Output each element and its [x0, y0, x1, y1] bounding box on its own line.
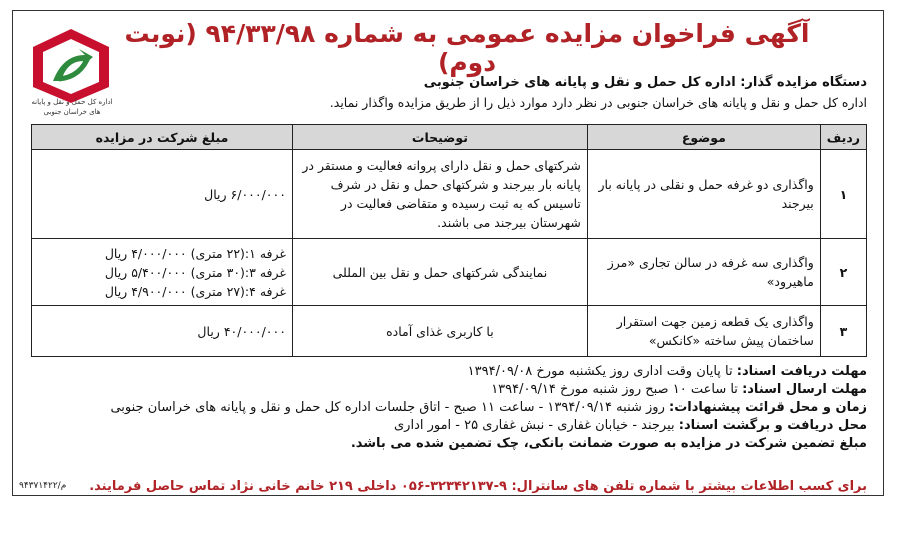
row-amount: [32, 239, 293, 306]
ad-code: م/۹۴۳۷۱۴۲۲: [19, 481, 67, 491]
amount-line: غرفه ۳:(۳۰ متری) ۵/۴۰۰/۰۰۰ ریال: [104, 264, 286, 280]
amount-line: ۴۰/۰۰۰/۰۰۰ ریال: [197, 323, 286, 339]
amount-line: ۶/۰۰۰/۰۰۰ ریال: [204, 186, 286, 202]
header-amount: مبلغ شرکت در مزایده: [32, 125, 293, 150]
row-amount: [32, 150, 293, 239]
road-logo-icon: [23, 25, 119, 105]
detail-label: زمان و محل قرائت پیشنهادات:: [669, 400, 867, 415]
detail-line: [27, 363, 867, 381]
row-subject: واگذاری سه غرفه در سالن تجاری «مرز ماهیرود»: [587, 239, 820, 306]
row-number: ۱: [820, 150, 866, 239]
detail-value: تا پایان وقت اداری روز یکشنبه مورخ ۱۳۹۴/۰۹/۰۸: [467, 364, 737, 379]
header-row-number: ردیف: [820, 125, 866, 150]
row-description: نمایندگی شرکتهای حمل و نقل بین المللی: [292, 239, 587, 306]
header-subject: موضوع: [587, 125, 820, 150]
detail-label: مهلت دریافت اسناد:: [736, 364, 867, 379]
detail-line: [27, 417, 867, 435]
detail-label: مبلغ تضمین شرکت در مزایده به صورت ضمانت بانکی، چک تضمین شده می باشد.: [350, 436, 867, 451]
auction-items-table: [31, 124, 867, 357]
detail-label: مهلت ارسال اسناد:: [742, 382, 867, 397]
row-number: ۳: [820, 306, 866, 357]
row-subject: واگذاری یک قطعه زمین جهت استقرار ساختمان پیش ساخته «کانکس»: [587, 306, 820, 357]
row-description: با کاربری غذای آماده: [292, 306, 587, 357]
table-header-row: [32, 125, 867, 150]
table-row: [32, 239, 867, 306]
table-row: [32, 306, 867, 357]
detail-line: [27, 399, 867, 417]
amount-line: غرفه ۴:(۲۷ متری) ۴/۹۰۰/۰۰۰ ریال: [104, 283, 286, 299]
header-description: توضیحات: [292, 125, 587, 150]
ad-title: آگهی فراخوان مزایده عمومی به شماره ۹۴/۳۳/۹۸ (نوبت دوم): [124, 19, 810, 77]
row-amount: [32, 306, 293, 357]
logo-caption: اداره کل حمل و نقل و پایانه های خراسان جنوبی: [31, 98, 113, 116]
detail-value: تا ساعت ۱۰ صبح روز شنبه مورخ ۱۳۹۴/۰۹/۱۴: [491, 382, 743, 397]
amount-line: غرفه ۱:(۲۲ متری) ۴/۰۰۰/۰۰۰ ریال: [104, 245, 286, 261]
row-subject: واگذاری دو غرفه حمل و نقلی در پایانه بار بیرجند: [587, 150, 820, 239]
intro-text: اداره کل حمل و نقل و پایانه های خراسان جنوبی در نظر دارد موارد ذیل را از طریق مزایده واگذار نماید.: [329, 95, 867, 110]
detail-value: بیرجند - خیابان غفاری - نبش غفاری ۲۵ - امور اداری: [394, 418, 679, 433]
auction-organizer: دستگاه مزایده گذار: اداره کل حمل و نقل و پایانه های خراسان جنوبی: [423, 75, 867, 90]
row-description: شرکتهای حمل و نقل دارای پروانه فعالیت و مستقر در پایانه بار بیرجند و شرکتهای حمل و نقل در شرف تاسیس که به ثبت رسیده و متقاضی فعالیت در شهرستان بیرجند می باشند.: [292, 150, 587, 239]
advertisement-frame: [12, 10, 884, 496]
row-number: ۲: [820, 239, 866, 306]
table-row: [32, 150, 867, 239]
detail-line: [27, 381, 867, 399]
detail-value: روز شنبه ۱۳۹۴/۰۹/۱۴ - ساعت ۱۱ صبح - اتاق جلسات اداره کل حمل و نقل و پایانه های خراسان جنوبی: [110, 400, 669, 415]
contact-info: برای کسب اطلاعات بیشتر با شماره تلفن های سانترال: ۹-۳۲۳۴۲۱۳۷-۰۵۶ داخلی ۲۱۹ خانم خانی نژاد تماس حاصل فرمایند.: [89, 479, 867, 494]
detail-label: محل دریافت و برگشت اسناد:: [678, 418, 867, 433]
detail-line: [27, 435, 867, 453]
auction-details: [27, 363, 867, 453]
